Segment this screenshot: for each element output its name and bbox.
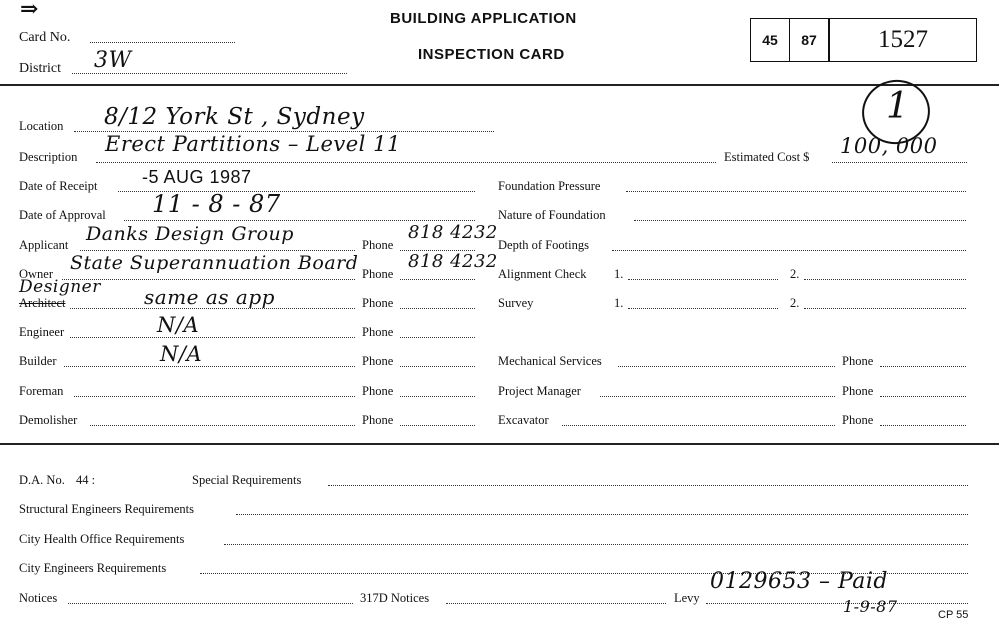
engineer-phone-line	[400, 337, 475, 338]
demolisher-phone-label: Phone	[362, 413, 394, 427]
mechanical-line	[618, 366, 835, 367]
header-divider	[0, 84, 999, 86]
estimated-cost-value: 100, 000	[840, 134, 938, 158]
mechanical-phone-label: Phone	[842, 354, 874, 368]
alignment-num-2: 2.	[790, 267, 800, 281]
architect-phone-label: Phone	[362, 296, 394, 310]
foreman-phone-label: Phone	[362, 384, 394, 398]
card-no-line	[90, 42, 235, 43]
location-label: Location	[19, 119, 64, 133]
date-approval-line	[124, 220, 475, 221]
applicant-phone-label: Phone	[362, 238, 394, 252]
foundation-pressure-label: Foundation Pressure	[498, 179, 601, 193]
health-label: City Health Office Requirements	[19, 532, 185, 546]
notices-317d-line	[446, 603, 666, 604]
notices-317d-label: 317D Notices	[360, 591, 430, 605]
foreman-line	[74, 396, 355, 397]
survey-label: Survey	[498, 296, 534, 310]
special-requirements-line	[328, 485, 968, 486]
date-approval-label: Date of Approval	[19, 208, 106, 222]
da-no-value: 44 :	[76, 473, 96, 487]
project-manager-phone-label: Phone	[842, 384, 874, 398]
foreman-phone-line	[400, 396, 475, 397]
levy-value: 0129653 – Paid	[710, 569, 889, 594]
project-manager-line	[600, 396, 835, 397]
alignment-line-1	[628, 279, 778, 280]
demolisher-line	[90, 425, 355, 426]
excavator-label: Excavator	[498, 413, 549, 427]
district-label: District	[19, 61, 61, 76]
applicant-line	[80, 250, 355, 251]
nature-foundation-line	[634, 220, 966, 221]
project-manager-phone-line	[880, 396, 966, 397]
description-line	[96, 162, 716, 163]
alignment-num-1: 1.	[614, 267, 624, 281]
da-no-label: D.A. No.	[19, 473, 65, 487]
estimated-cost-line	[832, 162, 967, 163]
owner-phone: 818 4232	[408, 251, 498, 272]
district-line	[72, 73, 347, 74]
project-manager-label: Project Manager	[498, 384, 581, 398]
location-value: 8/12 York St , Sydney	[104, 104, 365, 130]
city-engineers-label: City Engineers Requirements	[19, 561, 167, 575]
builder-label: Builder	[19, 354, 57, 368]
form-code: CP 55	[938, 609, 969, 621]
builder-phone-label: Phone	[362, 354, 394, 368]
applicant-label: Applicant	[19, 238, 69, 252]
district-value: 3W	[94, 48, 132, 73]
excavator-phone-line	[880, 425, 966, 426]
description-value: Erect Partitions – Level 11	[105, 132, 401, 156]
applicant-phone: 818 4232	[408, 222, 498, 243]
form-title-line2: INSPECTION CARD	[418, 46, 565, 63]
date-approval-value: 11 - 8 - 87	[152, 190, 281, 218]
survey-num-1: 1.	[614, 296, 624, 310]
nature-foundation-label: Nature of Foundation	[498, 208, 606, 222]
survey-line-1	[628, 308, 778, 309]
applicant-value: Danks Design Group	[86, 223, 294, 245]
levy-label: Levy	[674, 591, 700, 605]
code-box-1: 45	[750, 18, 790, 62]
notices-line	[68, 603, 353, 604]
owner-phone-line	[400, 279, 475, 280]
form-title-line1: BUILDING APPLICATION	[390, 10, 577, 27]
excavator-line	[562, 425, 835, 426]
alignment-check-label: Alignment Check	[498, 267, 587, 281]
date-receipt-value: -5 AUG 1987	[142, 167, 252, 187]
description-label: Description	[19, 150, 78, 164]
depth-footings-label: Depth of Footings	[498, 238, 589, 252]
builder-phone-line	[400, 366, 475, 367]
designer-value: Designer	[19, 277, 101, 297]
arrow-mark: ⇒	[20, 0, 39, 21]
card-number-box: 1527	[829, 18, 977, 62]
survey-line-2	[804, 308, 966, 309]
code-box-2: 87	[789, 18, 829, 62]
owner-label: Owner	[19, 267, 54, 281]
demolisher-label: Demolisher	[19, 413, 78, 427]
card-no-label: Card No.	[19, 30, 71, 45]
engineer-label: Engineer	[19, 325, 65, 339]
excavator-phone-label: Phone	[842, 413, 874, 427]
special-requirements-label: Special Requirements	[192, 473, 302, 487]
middle-divider	[0, 443, 999, 445]
demolisher-phone-line	[400, 425, 475, 426]
engineer-line	[70, 337, 355, 338]
health-line	[224, 544, 968, 545]
survey-num-2: 2.	[790, 296, 800, 310]
alignment-line-2	[804, 279, 966, 280]
foundation-pressure-line	[626, 191, 966, 192]
date-receipt-label: Date of Receipt	[19, 179, 98, 193]
notices-label: Notices	[19, 591, 58, 605]
owner-value: State Superannuation Board	[70, 252, 359, 274]
mechanical-label: Mechanical Services	[498, 354, 602, 368]
foreman-label: Foreman	[19, 384, 64, 398]
engineer-value: N/A	[157, 313, 200, 337]
depth-footings-line	[612, 250, 966, 251]
estimated-cost-label: Estimated Cost $	[724, 150, 810, 164]
architect-phone-line	[400, 308, 475, 309]
engineer-phone-label: Phone	[362, 325, 394, 339]
owner-line	[62, 279, 355, 280]
levy-line	[706, 603, 968, 604]
circled-number: 1	[886, 86, 910, 127]
mechanical-phone-line	[880, 366, 966, 367]
architect-label: Architect	[19, 296, 66, 310]
owner-phone-label: Phone	[362, 267, 394, 281]
paid-date: 1-9-87	[843, 597, 898, 616]
structural-line	[236, 514, 968, 515]
builder-line	[64, 366, 355, 367]
architect-value: same as app	[144, 285, 275, 309]
builder-value: N/A	[160, 342, 203, 366]
structural-label: Structural Engineers Requirements	[19, 502, 194, 516]
